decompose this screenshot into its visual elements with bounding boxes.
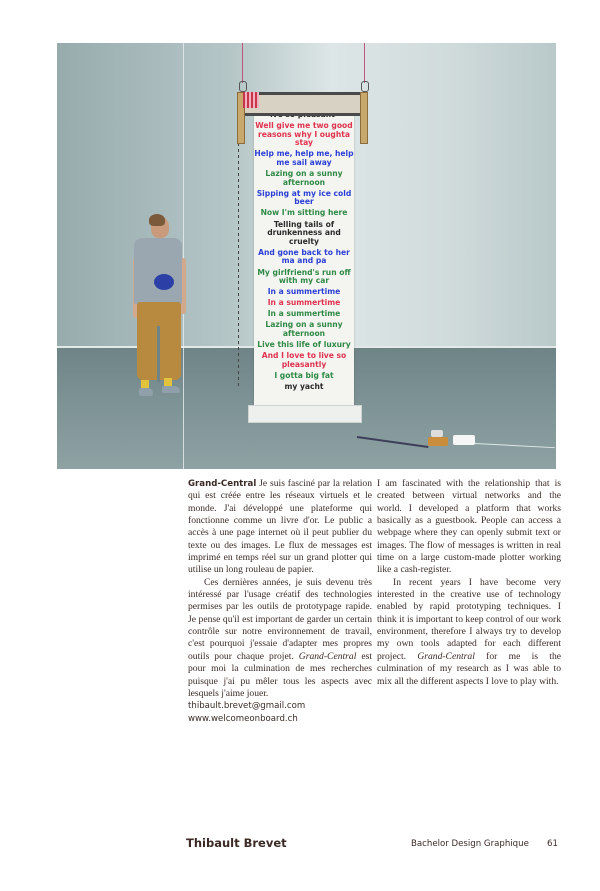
power-adapter — [453, 435, 475, 445]
program-name: Bachelor Design Graphique — [411, 839, 529, 849]
website-link[interactable]: www.welcomeonboard.ch — [188, 713, 298, 724]
person-hair — [149, 214, 165, 226]
hook-right — [361, 81, 369, 92]
plotter-line: Lazing on a sunny afternoon — [265, 169, 343, 187]
person-legs-gap — [157, 326, 160, 382]
french-paragraph-1: Grand-Central Je suis fasciné par la relation qui est créée entre les réseaux virtuels et le monde. J'ai développé une plateforme qui fonctionne comme un livre d'or. Le public a accès à une page internet où il peut publier du texte ou des images. Le flux de messages est imprimé en temps réel sur un grand plotter qui utilise un long rouleau de papier. — [188, 478, 372, 576]
plotter-line: I gotta big fat — [274, 370, 334, 380]
shoe-left — [139, 388, 153, 396]
plotter-line: Now I'm sitting here — [260, 208, 348, 218]
plotter-line: My girlfriend's run off with my car — [257, 267, 351, 286]
plotter-line: Sipping at my ice cold beer — [256, 188, 352, 207]
plotter-line: Live this life of luxury — [257, 340, 351, 350]
plotter-line: my yacht — [284, 382, 324, 392]
english-text-column — [377, 478, 561, 688]
english-paragraph-2: In recent years I have become very interested in the creative use of technology enabled by rapid prototyping techniques. I think it is important to keep control of our work environment, therefore I always try to develop my own tools adapted for each different project. Grand-Central for me is the culmination of my research as I was able to mix all the different aspects I love to play with. — [377, 576, 561, 687]
plotter-text — [254, 111, 354, 394]
plotter-line: In a summertime — [267, 298, 341, 308]
plotter-line: In a summertime — [267, 309, 341, 319]
shirt-logo — [154, 274, 174, 290]
hanging-rope-right — [364, 43, 365, 83]
email-link[interactable]: thibault.brevet@gmail.com — [188, 701, 306, 712]
artwork-photo — [57, 43, 556, 469]
plotter-line: Well give me two good reasons why I oughta stay — [255, 121, 353, 148]
plotter-side-right — [360, 92, 368, 144]
french-text-column — [188, 478, 372, 725]
page-number: 61 — [547, 839, 558, 849]
project-title-lead: Grand-Central — [188, 479, 257, 489]
paper-roll — [248, 405, 362, 423]
plotter-line: And gone back to her ma and pa — [258, 247, 350, 266]
hook-left — [239, 81, 247, 92]
plotter-carriage — [243, 92, 259, 108]
paper-scroll — [254, 107, 354, 419]
shoe-right — [162, 386, 180, 393]
device-top — [431, 430, 443, 437]
english-paragraph-1: I am fascinated with the relationship that is created between virtual networks and the world. I developed a platform that works basically as a guestbook. People can access a webpage where they can openly submit text or images. The flow of messages is written in real time on a large custom-made plotter working like a cash-register. — [377, 478, 561, 576]
plotter-line: In a summertime — [267, 287, 341, 297]
power-cable — [238, 113, 239, 388]
sock-left — [141, 380, 149, 388]
plotter-line: And I love to live so pleasantly — [261, 351, 347, 369]
person-shirt — [134, 238, 182, 304]
controller-board — [428, 437, 448, 446]
person — [131, 216, 201, 421]
plotter-line: Help me, help me, help me sail away — [254, 149, 354, 167]
french-paragraph-2: Ces dernières années, je suis devenu très intéressé par l'usage créatif des technologies permises par les outils de prototypage rapide. Je pense qu'il est important de garder un certain contrôle sur notre environnement de travail, c'est pourquoi j'essaie d'adapter mes propres outils pour chaque projet. Grand-Central est pour moi la culmination de mes recherches puisque j'ai pu mêler tous les aspects avec lesquels j'aime jouer. — [188, 576, 372, 699]
plotter-line: Telling tails of drunkenness and cruelty — [267, 219, 341, 246]
author-name: Thibault Brevet — [186, 836, 287, 850]
sock-right — [164, 378, 172, 386]
hanging-rope-left — [242, 43, 243, 83]
plotter-line: Lazing on a sunny afternoon — [265, 320, 343, 339]
